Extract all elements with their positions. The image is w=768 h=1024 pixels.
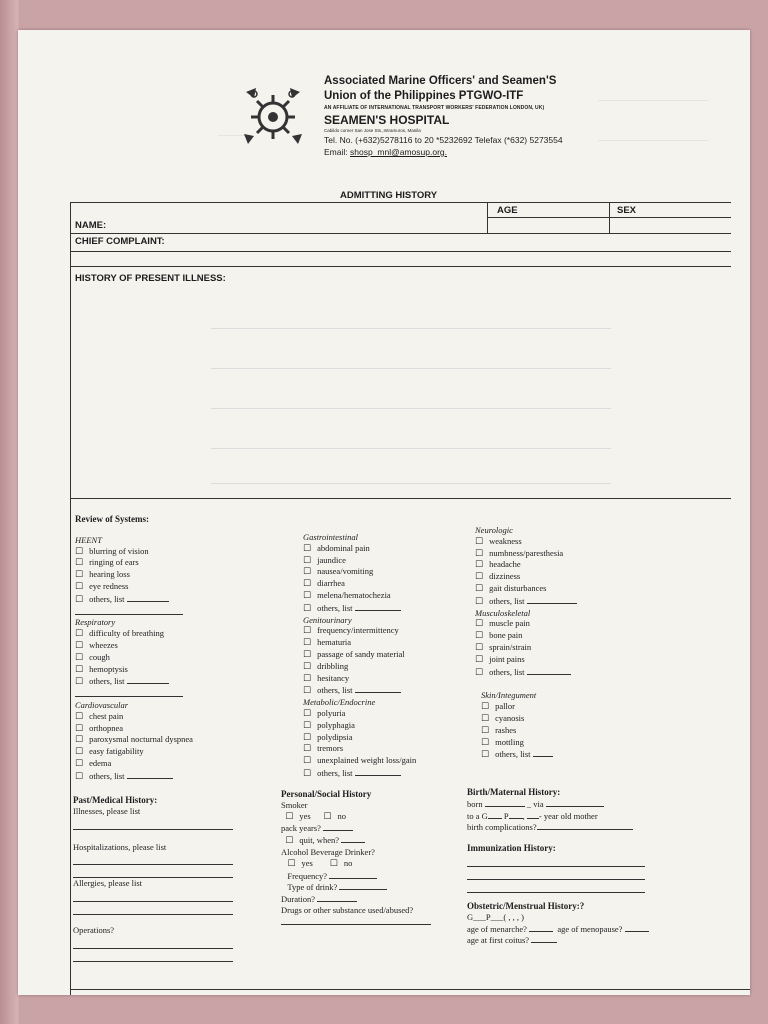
gi-item[interactable]: ☐ diarrhea [303, 578, 503, 590]
via-label: via [533, 798, 544, 809]
type-row [281, 881, 461, 893]
metabolic-item[interactable]: ☐ unexplained weight loss/gain [303, 755, 503, 767]
name-label: NAME: [75, 220, 107, 231]
neuro-item[interactable] [475, 595, 695, 608]
heent-item[interactable] [75, 593, 275, 606]
heent-title: HEENT [75, 534, 102, 545]
heent-others-label: others, list [89, 593, 125, 604]
skin-item[interactable]: ☐ mottling [475, 737, 695, 749]
birth-maternal-title: Birth/Maternal History: [467, 787, 561, 797]
heent-item[interactable]: ☐ eye redness [75, 581, 275, 593]
gu-item[interactable]: ☐ dribbling [303, 661, 503, 673]
hospital-name: SEAMEN'S HOSPITAL [324, 113, 450, 127]
neuro-item[interactable]: ☐ dizziness [475, 571, 695, 583]
illnesses-label: Illnesses, please list [73, 805, 141, 816]
metabolic-item[interactable]: ☐ polydipsia [303, 732, 503, 744]
operations-label: Operations? [73, 925, 115, 936]
born-row: born _ via [467, 798, 697, 810]
personal-social-title: Personal/Social History [281, 789, 372, 799]
email-address: shosp_mnl@amosup.org. [350, 147, 447, 157]
allergies-line-2[interactable] [73, 902, 233, 915]
respiratory-title: Respiratory [75, 617, 116, 628]
cardiovascular-title: Cardiovascular [75, 699, 129, 710]
metabolic-others-label: others, list [317, 767, 353, 778]
skin-others-label: others, list [495, 749, 531, 760]
complications-row [467, 821, 697, 833]
quit-field[interactable] [341, 834, 365, 843]
frequency-label: Frequency? [287, 870, 328, 881]
to-a-row: to a G P , - year old mother [467, 810, 598, 821]
skin-item[interactable]: ☐ pallor [475, 701, 695, 713]
mother-age-field[interactable] [527, 810, 539, 819]
musculoskeletal-title: Musculoskeletal [475, 607, 531, 618]
hospitalizations-line-2[interactable] [73, 865, 233, 878]
born-label: born [467, 798, 483, 809]
pack-years-label: pack years? [281, 823, 321, 834]
msk-item[interactable]: ☐ bone pain [475, 630, 695, 642]
menopause-field[interactable] [625, 923, 649, 932]
alcohol-no-checkbox[interactable]: ☐ no [330, 858, 353, 868]
frequency-row [281, 870, 461, 882]
msk-item[interactable]: ☐ joint pains [475, 654, 695, 666]
duration-label: Duration? [281, 894, 315, 905]
heent-item[interactable]: ☐ blurring of vision [75, 546, 275, 558]
cardiovascular-item[interactable]: ☐ chest pain [75, 711, 275, 723]
pack-years-row [281, 822, 461, 834]
past-medical-title: Past/Medical History: [73, 795, 158, 805]
msk-item[interactable]: ☐ muscle pain [475, 618, 695, 630]
menarche-field[interactable] [529, 923, 553, 932]
org-name-line1: Associated Marine Officers' and Seamen'S [324, 75, 557, 87]
smoker-options [281, 811, 461, 823]
genitourinary-title: Genitourinary [303, 614, 352, 625]
age-divider [487, 203, 488, 233]
born-field[interactable] [485, 798, 525, 807]
respiratory-others-line[interactable] [75, 688, 183, 697]
gu-item[interactable]: ☐ hesitancy [303, 673, 503, 685]
obstetric-title: Obstetric/Menstrual History:? [467, 900, 585, 911]
skin-item[interactable]: ☐ rashes [475, 725, 695, 737]
gi-item[interactable]: ☐ abdominal pain [303, 543, 503, 555]
immunization-line-3[interactable] [467, 880, 645, 893]
respiratory-item[interactable]: ☐ cough [75, 652, 275, 664]
form-title: ADMITTING HISTORY [340, 190, 438, 201]
respiratory-item[interactable]: ☐ hemoptysis [75, 664, 275, 676]
menopause-label: age of menopause? [557, 923, 623, 934]
metabolic-item[interactable]: ☐ tremors [303, 743, 503, 755]
coitus-row [467, 934, 697, 946]
gu-others-label: others, list [317, 685, 353, 696]
drugs-field[interactable] [281, 916, 431, 925]
gp-row[interactable]: G___P___( , , , ) [467, 911, 524, 922]
metabolic-item[interactable] [303, 767, 503, 780]
neuro-item[interactable]: ☐ numbness/paresthesia [475, 548, 695, 560]
cardiovascular-item[interactable]: ☐ easy fatigability [75, 746, 275, 758]
heent-item[interactable]: ☐ hearing loss [75, 569, 275, 581]
respiratory-item[interactable]: ☐ difficulty of breathing [75, 628, 275, 640]
msk-item[interactable]: ☐ sprain/strain [475, 642, 695, 654]
allergies-line[interactable] [73, 889, 233, 902]
type-of-drink-field[interactable] [339, 881, 387, 890]
ros-column-3 [475, 525, 695, 761]
gu-item[interactable]: ☐ frequency/intermittency [303, 625, 503, 637]
respiratory-others-label: others, list [89, 676, 125, 687]
cardiovascular-others-label: others, list [89, 770, 125, 781]
gi-item[interactable]: ☐ nausea/vomiting [303, 566, 503, 578]
sex-label: SEX [617, 205, 637, 216]
respiratory-item[interactable] [75, 675, 275, 688]
skin-item[interactable] [475, 748, 695, 761]
email-label: Email: [324, 147, 348, 157]
gu-item[interactable] [303, 684, 503, 697]
immunization-title: Immunization History: [467, 843, 556, 854]
hpi-label: HISTORY OF PRESENT ILLNESS: [75, 273, 226, 284]
year-old-label: - year old mother [538, 810, 598, 821]
gastrointestinal-title: Gastrointestinal [303, 532, 358, 542]
allergies-label: Allergies, please list [73, 878, 143, 889]
age-label: AGE [497, 205, 518, 216]
ros-column-1 [75, 514, 275, 783]
neuro-others-label: others, list [489, 595, 525, 606]
para-label: P [503, 810, 509, 821]
name-row [71, 203, 731, 234]
heent-item[interactable]: ☐ ringing of ears [75, 557, 275, 569]
para-field[interactable] [509, 810, 523, 819]
cardiovascular-item[interactable]: ☐ paroxysmal nocturnal dyspnea [75, 734, 275, 746]
metabolic-item[interactable]: ☐ polyphagia [303, 720, 503, 732]
duration-field[interactable] [317, 893, 357, 902]
personal-social-section [281, 789, 461, 928]
menarche-label: age of menarche? [467, 923, 527, 934]
menarche-row [467, 923, 697, 935]
illnesses-line[interactable] [73, 817, 233, 830]
metabolic-item[interactable]: ☐ polyuria [303, 708, 503, 720]
telephone-line: Tel. No. (+632)5278116 to 20 *5232692 Telefax (*632) 5273554 [324, 135, 563, 145]
neurologic-title: Neurologic [475, 525, 513, 535]
cardiovascular-item[interactable]: ☐ orthopnea [75, 723, 275, 735]
birth-maternal-section [467, 787, 697, 946]
complications-field[interactable] [537, 821, 633, 830]
via-field[interactable] [546, 798, 604, 807]
frequency-field[interactable] [329, 870, 377, 879]
skin-title: Skin/Integument [481, 690, 537, 701]
respiratory-item[interactable]: ☐ wheezes [75, 640, 275, 652]
neuro-item[interactable]: ☐ headache [475, 559, 695, 571]
coitus-label: age at first coitus? [467, 935, 530, 946]
smoker-no-checkbox[interactable]: ☐ no [323, 811, 346, 821]
smoker-label: Smoker [281, 799, 308, 810]
gi-item[interactable] [303, 602, 503, 615]
quit-checkbox[interactable]: ☐ quit, when? [285, 835, 339, 845]
metabolic-title: Metabolic/Endocrine [303, 697, 376, 708]
cardiovascular-item[interactable] [75, 770, 275, 783]
union-emblem-icon [240, 84, 306, 150]
quit-row [281, 834, 461, 847]
hospital-address: Cabildo corner San Jose Sts.,Intramuros, Manila [324, 128, 421, 133]
msk-others-label: others, list [489, 666, 525, 677]
msk-item[interactable] [475, 666, 695, 679]
immunization-line[interactable] [467, 854, 645, 867]
email-line [324, 146, 563, 158]
type-of-drink-label: Type of drink? [287, 882, 338, 893]
gi-item[interactable]: ☐ melena/hematochezia [303, 590, 503, 602]
neuro-item[interactable]: ☐ weakness [475, 536, 695, 548]
gu-item[interactable]: ☐ passage of sandy material [303, 649, 503, 661]
alcohol-label: Alcohol Beverage Drinker? [281, 846, 375, 857]
hpi-section[interactable] [71, 268, 731, 499]
hospital-header [240, 74, 700, 184]
ros-title: Review of Systems: [75, 514, 149, 524]
past-medical-section [73, 795, 233, 962]
coitus-field[interactable] [531, 934, 557, 943]
chief-complaint-label: CHIEF COMPLAINT: [75, 236, 165, 247]
drugs-label: Drugs or other substance used/abused? [281, 904, 414, 915]
alcohol-yes-checkbox[interactable]: ☐ yes [287, 858, 312, 868]
operations-line-2[interactable] [73, 949, 233, 962]
pack-years-field[interactable] [323, 822, 353, 831]
gu-item[interactable]: ☐ hematuria [303, 637, 503, 649]
complications-label: birth complications? [467, 822, 537, 833]
gravida-label: to a G [467, 810, 488, 821]
chief-complaint-row [71, 233, 731, 252]
hospitalizations-line[interactable] [73, 852, 233, 865]
ros-column-2 [303, 532, 503, 780]
gravida-field[interactable] [488, 810, 502, 819]
skin-item[interactable]: ☐ cyanosis [475, 713, 695, 725]
heent-others-line[interactable] [75, 606, 183, 615]
cardiovascular-item[interactable]: ☐ edema [75, 758, 275, 770]
duration-row [281, 893, 461, 905]
admitting-history-form [70, 202, 731, 995]
smoker-yes-checkbox[interactable]: ☐ yes [285, 811, 310, 821]
immunization-line-2[interactable] [467, 867, 645, 880]
hospitalizations-label: Hospitalizations, please list [73, 841, 167, 852]
neuro-item[interactable]: ☐ gait disturbances [475, 583, 695, 595]
sex-divider [609, 203, 610, 233]
alcohol-options [281, 858, 461, 870]
org-name-line2: Union of the Philippines PTGWO-ITF [324, 90, 524, 102]
operations-line[interactable] [73, 936, 233, 949]
gi-others-label: others, list [317, 602, 353, 613]
gi-item[interactable]: ☐ jaundice [303, 555, 503, 567]
affiliate-line: AN AFFILIATE OF INTERNATIONAL TRANSPORT WORKERS' FEDERATION LONDON, UK) [324, 105, 545, 111]
form-sheet [18, 30, 750, 995]
